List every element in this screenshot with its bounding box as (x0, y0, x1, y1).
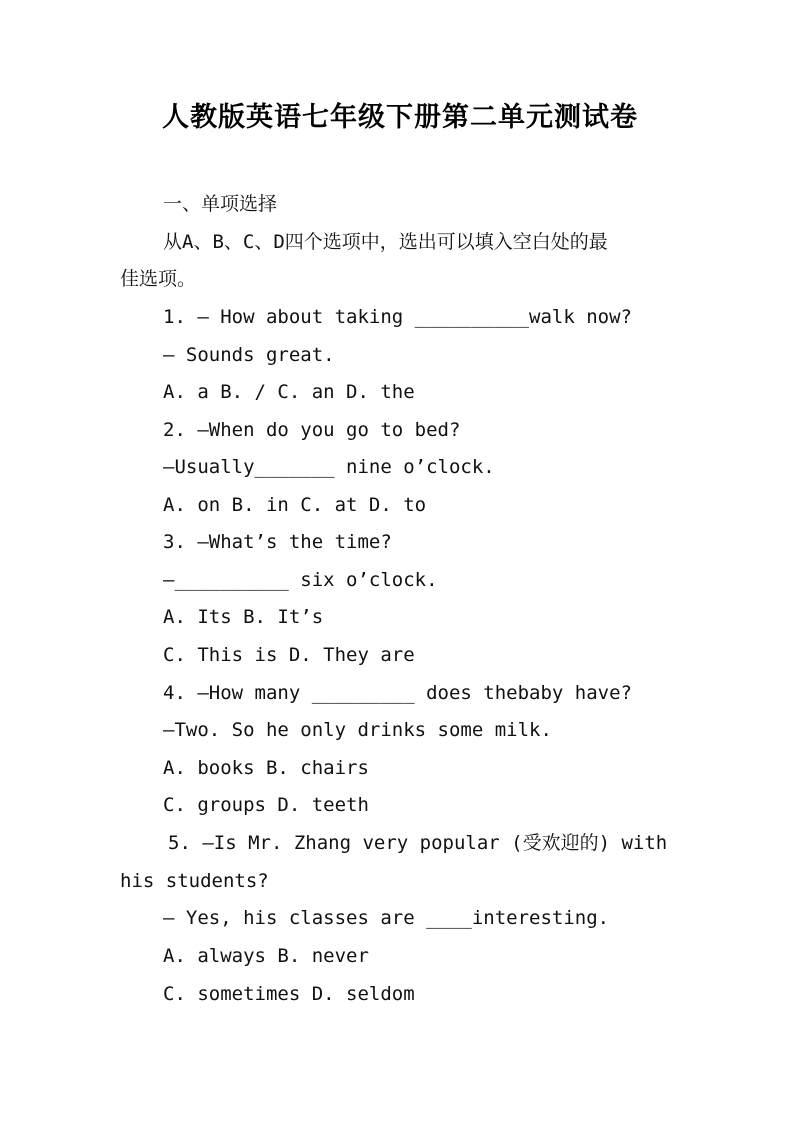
question-3-options-1: A. Its B. It’s (163, 606, 324, 628)
question-5-reply: — Yes, his classes are ____interesting. (163, 907, 610, 929)
question-3-reply: —__________ six o’clock. (163, 569, 438, 591)
question-1-stem: 1. — How about taking __________walk now? (163, 306, 632, 328)
question-4-options-1: A. books B. chairs (163, 757, 369, 779)
instructions-line-1: 从A、B、C、D四个选项中，选出可以填入空白处的最 (163, 231, 608, 253)
question-1-options: A. a B. / C. an D. the (163, 381, 415, 403)
question-3-options-2: C. This is D. They are (163, 644, 415, 666)
question-5-stem-1: 5. —Is Mr. Zhang very popular (受欢迎的) with (168, 832, 668, 854)
question-4-options-2: C. groups D. teeth (163, 794, 369, 816)
instructions-line-2: 佳选项。 (120, 268, 197, 290)
question-1-reply: — Sounds great. (163, 344, 335, 366)
section-heading: 一、单项选择 (163, 193, 278, 215)
question-5-stem-2: his students? (120, 870, 269, 892)
question-3-stem: 3. —What’s the time? (163, 531, 392, 553)
page-title: 人教版英语七年级下册第二单元测试卷 (162, 102, 638, 133)
question-5-options-1: A. always B. never (163, 945, 369, 967)
question-2-reply: —Usually_______ nine o’clock. (163, 456, 495, 478)
question-2-options: A. on B. in C. at D. to (163, 494, 427, 516)
question-2-stem: 2. —When do you go to bed? (163, 419, 461, 441)
question-4-reply: —Two. So he only drinks some milk. (163, 719, 552, 741)
question-4-stem: 4. —How many _________ does thebaby have? (163, 682, 632, 704)
question-5-options-2: C. sometimes D. seldom (163, 983, 415, 1005)
